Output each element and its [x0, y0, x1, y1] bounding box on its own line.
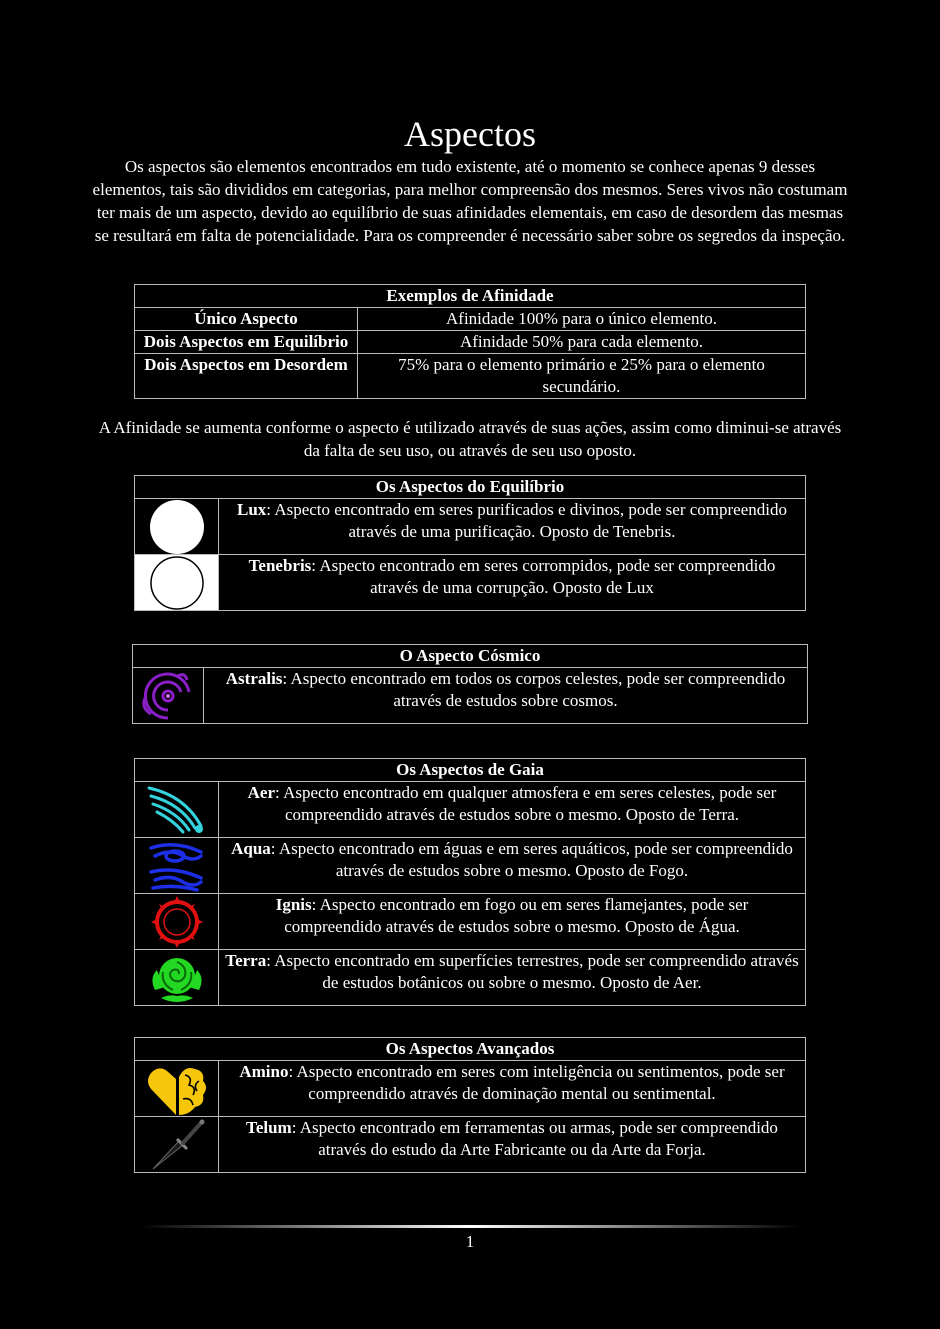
affinity-row-value: Afinidade 100% para o único elemento.	[358, 308, 806, 331]
affinity-row-label: Dois Aspectos em Equilíbrio	[135, 331, 358, 354]
intro-paragraph: Os aspectos são elementos encontrados em tudo existente, até o momento se conhece apenas 9 desses elementos, tais são divididos em categorias, para melhor compreensão dos mesmos. Seres vivos não costumam ter mais de um aspecto, devido ao equilíbrio de suas afinidades elementais, em caso de desordem das mesmas se resultará em falta de potencialidade. Para os compreender é necessário saber sobre os segredos da inspeção.	[92, 157, 848, 245]
equilibrium-title: Os Aspectos do Equilíbrio	[135, 476, 806, 499]
page-number: 1	[465, 1232, 475, 1251]
affinity-row-label: Único Aspecto	[135, 308, 358, 331]
affinity-note: A Afinidade se aumenta conforme o aspecto é utilizado através de suas ações, assim como diminui-se através da falta de seu uso, ou através de seu uso oposto.	[98, 418, 842, 460]
page-title: Aspectos	[404, 114, 536, 154]
white-circle-icon	[135, 499, 218, 554]
equilibrium-table	[134, 475, 806, 611]
gaia-title: Os Aspectos de Gaia	[135, 759, 806, 782]
astralis-icon-cell	[133, 668, 204, 724]
lux-description: Lux: Aspecto encontrado em seres purificados e divinos, pode ser compreendido através de uma purificação. Oposto de Tenebris.	[219, 499, 806, 555]
advanced-title: Os Aspectos Avançados	[135, 1038, 806, 1061]
affinity-row-label: Dois Aspectos em Desordem	[135, 354, 358, 399]
telum-icon-cell	[135, 1117, 219, 1173]
rose-icon	[135, 950, 218, 1005]
advanced-table	[134, 1037, 806, 1173]
gaia-table	[134, 758, 806, 1006]
terra-icon-cell	[135, 950, 219, 1006]
lux-icon-cell	[135, 499, 219, 555]
amino-description: Amino: Aspecto encontrado em seres com inteligência ou sentimentos, pode ser compreendido através de dominação mental ou sentimental.	[219, 1061, 806, 1117]
amino-icon-cell	[135, 1061, 219, 1117]
tenebris-description: Tenebris: Aspecto encontrado em seres corrompidos, pode ser compreendido através de uma corrupção. Oposto de Lux	[219, 555, 806, 611]
ignis-description: Ignis: Aspecto encontrado em fogo ou em seres flamejantes, pode ser compreendido através de estudos sobre o mesmo. Oposto de Água.	[219, 894, 806, 950]
cosmic-table	[132, 644, 808, 724]
astralis-description: Astralis: Aspecto encontrado em todos os corpos celestes, pode ser compreendido através de estudos sobre cosmos.	[204, 668, 808, 724]
tenebris-icon-cell	[135, 555, 219, 611]
cosmic-title: O Aspecto Cósmico	[133, 645, 808, 668]
dagger-icon	[135, 1117, 218, 1172]
affinity-table	[134, 284, 806, 399]
wing-icon	[135, 782, 218, 837]
aer-description: Aer: Aspecto encontrado em qualquer atmosfera e em seres celestes, pode ser compreendido através de estudos sobre o mesmo. Oposto de Terra.	[219, 782, 806, 838]
aqua-description: Aqua: Aspecto encontrado em águas e em seres aquáticos, pode ser compreendido através de estudos sobre o mesmo. Oposto de Fogo.	[219, 838, 806, 894]
wave-icon	[135, 838, 218, 893]
fire-ring-icon	[135, 894, 218, 949]
heart-brain-icon	[135, 1061, 218, 1116]
aer-icon-cell	[135, 782, 219, 838]
affinity-row-value: 75% para o elemento primário e 25% para o elemento secundário.	[358, 354, 806, 399]
affinity-table-title: Exemplos de Afinidade	[135, 285, 806, 308]
ignis-icon-cell	[135, 894, 219, 950]
telum-description: Telum: Aspecto encontrado em ferramentas ou armas, pode ser compreendido através do estudo da Arte Fabricante ou da Arte da Forja.	[219, 1117, 806, 1173]
footer-divider	[140, 1225, 800, 1228]
black-circle-icon	[135, 555, 218, 610]
astral-swirl-icon	[133, 668, 203, 723]
aqua-icon-cell	[135, 838, 219, 894]
terra-description: Terra: Aspecto encontrado em superfícies terrestres, pode ser compreendido através de estudos botânicos ou sobre o mesmo. Oposto de Aer.	[219, 950, 806, 1006]
affinity-row-value: Afinidade 50% para cada elemento.	[358, 331, 806, 354]
